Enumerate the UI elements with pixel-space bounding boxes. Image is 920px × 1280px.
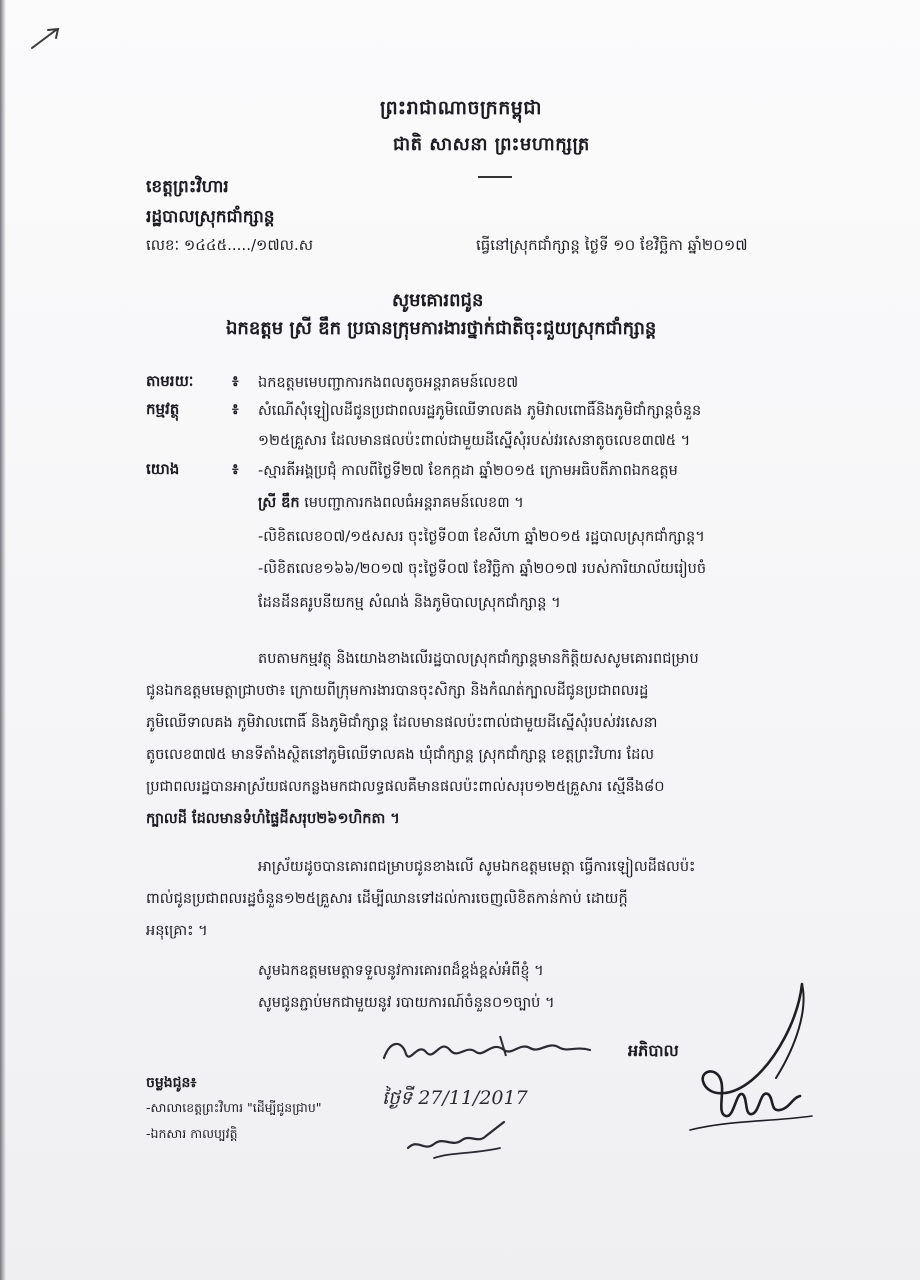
via-label: តាមរយៈ <box>146 372 194 390</box>
reference-1-line-1: -ស្មារតីអង្គប្រជុំ កាលពីថ្ងៃទី២៧ ខែកក្កដា ឆ្នាំ២០១៥ ក្រោមអធិបតីភាពឯកឧត្តម <box>258 463 678 479</box>
body-p1-line: ភូមិឈើទាលគង ភូមិវាលពោធិ៍ និងភូមិជាំក្សាន្ត ដែលមានផលប៉ះពាល់ជាមួយដីស្នើសុំរបស់វរសេនា <box>146 715 658 731</box>
sender-administration: រដ្ឋបាលស្រុកជាំក្សាន្ត <box>146 207 275 227</box>
body-p2-line: ពាល់ជូនប្រជាពលរដ្ឋចំនួន១២៥គ្រួសារ ដើម្បីឈានទៅដល់ការចេញលិខិតកាន់កាប់ ដោយក្តី <box>146 891 628 907</box>
subject-line-1: សំណើសុំឡៀលដីជូនប្រជាពលរដ្ឋភូមិឈើទាលគង ភូមិវាលពោធិ៍និងភូមិជាំក្សាន្តចំនួន <box>258 403 702 419</box>
handwritten-annotation <box>380 1030 600 1070</box>
salutation-respect: សូមគោរពជូន <box>392 290 484 311</box>
reference-colon: ៖ <box>232 460 239 478</box>
kingdom-heading: ព្រះរាជាណាចក្រកម្ពុជា <box>380 97 542 119</box>
subject-line-2: ១២៥គ្រួសារ ដែលមានផលប៉ះពាល់ជាមួយដីស្នើសុំរបស់វរសេនាតូចលេខ៣៧៥ ។ <box>258 433 691 449</box>
reference-3-line-1: -លិខិតលេខ១៦៦/២០១៧ ចុះថ្ងៃទី០៧ ខែវិច្ឆិកា ឆ្នាំ២០១៧ របស់ការិយាល័យរៀបចំ <box>258 561 707 577</box>
cc-item: -ឯកសារ កាលប្បវត្តិ <box>146 1126 238 1141</box>
sender-province: ខេត្តព្រះវិហារ <box>146 177 229 197</box>
closing-attachment: សូមជូនភ្ជាប់មកជាមួយនូវ របាយការណ៍ចំនួន០១ច្បាប់ ។ <box>258 995 555 1011</box>
reference-1-rest: មេបញ្ជាការកងពលធំអន្តរាគមន៍លេខ៣ ។ <box>299 495 524 511</box>
governor-signature <box>680 980 820 1140</box>
subject-colon: ៖ <box>232 400 239 418</box>
reference-1-line-2 <box>258 494 524 515</box>
date-line: ធ្វើនៅស្រុកជាំក្សាន្ត ថ្ងៃទី ១០ ខែវិច្ឆិកា ឆ្នាំ២០១៧ <box>476 236 748 254</box>
closing-respect: សូមឯកឧត្តមមេត្តាទទួលនូវការគោរពដ៏ខ្ពង់ខ្ពស់អំពីខ្ញុំ ។ <box>258 963 544 979</box>
cc-item: -សាលាខេត្តព្រះវិហារ "ដើម្បីជូនជ្រាប" <box>146 1100 322 1115</box>
handwritten-date: ថ្ងៃទី 27/11/2017 <box>382 1087 528 1109</box>
reference-2: -លិខិតលេខ០៧/១៥សសរ ចុះថ្ងៃទី០៣ ខែសីហា ឆ្នាំ២០១៥ រដ្ឋបាលស្រុកជាំក្សាន្ត។ <box>258 529 705 545</box>
body-p1-line: ជូនឯកឧត្តមមេត្តាជ្រាបថា៖ ក្រោយពីក្រុមការងារបានចុះសិក្សា និងកំណត់ក្បាលដីជូនប្រជាពលរដ្ឋ <box>146 683 649 699</box>
cc-label: ចម្លងជូន៖ <box>146 1075 197 1091</box>
corner-pen-mark <box>30 24 70 54</box>
reference-1-bold-name: ស្រី ឌឹក <box>258 495 300 511</box>
reference-3-line-2: ដែនដីនគរូបនីយកម្ម សំណង់ និងភូមិបាលស្រុកជាំក្សាន្ត ។ <box>258 595 561 611</box>
addressee: ឯកឧត្តម ស្រី ឌឹក ប្រធានក្រុមការងារថ្នាក់ជាតិចុះជួយស្រុកជាំក្សាន្ត <box>226 318 657 339</box>
national-motto: ជាតិ សាសនា ព្រះមហាក្សត្រ <box>393 134 590 155</box>
handwritten-initials <box>404 1118 514 1160</box>
body-p2-line: អាស្រ័យដូចបានគោរពជម្រាបជូនខាងលើ សូមឯកឧត្តមមេត្តា ធ្វើការឡៀលដីផលប៉ះ <box>258 859 696 875</box>
via-colon: ៖ <box>232 372 239 390</box>
body-p1-line: ប្រជាពលរដ្ឋបានអាស្រ័យផលកន្លងមកជាលទ្ធផលគឺមានផលប៉ះពាល់សរុប១២៥គ្រួសារ ស្មើនឹង៨០ <box>146 779 665 795</box>
reference-number: លេខៈ ១៤៤៥...../១៧ល.ស <box>146 236 314 254</box>
reference-label: យោង <box>146 460 180 478</box>
via-text: ឯកឧត្តមមេបញ្ជាការកងពលតូចអន្តរាគមន៍លេខ៧ <box>258 375 519 391</box>
page-edge-shadow <box>0 0 6 1280</box>
body-p1-line: តូចលេខ៣៧៥ មានទីតាំងស្ថិតនៅភូមិឈើទាលគង ឃុំជាំក្សាន្ត ស្រុកជាំក្សាន្ត ខេត្តព្រះវិហារ ដែល <box>146 747 655 763</box>
governor-title: អភិបាល <box>628 1041 679 1060</box>
subject-label: កម្មវត្ថុ <box>146 400 180 418</box>
body-p1-line: តបតាមកម្មវត្ថុ និងយោងខាងលើរដ្ឋបាលស្រុកជាំក្សាន្តមានកិត្តិយសសូមគោរពជម្រាប <box>258 651 699 667</box>
body-p2-line: អនុគ្រោះ ។ <box>146 923 208 939</box>
body-p1-line: ក្បាលដី ដែលមានទំហំផ្ទៃដីសរុប២៦១ហិកតា ។ <box>146 811 400 827</box>
header-divider <box>478 176 512 178</box>
